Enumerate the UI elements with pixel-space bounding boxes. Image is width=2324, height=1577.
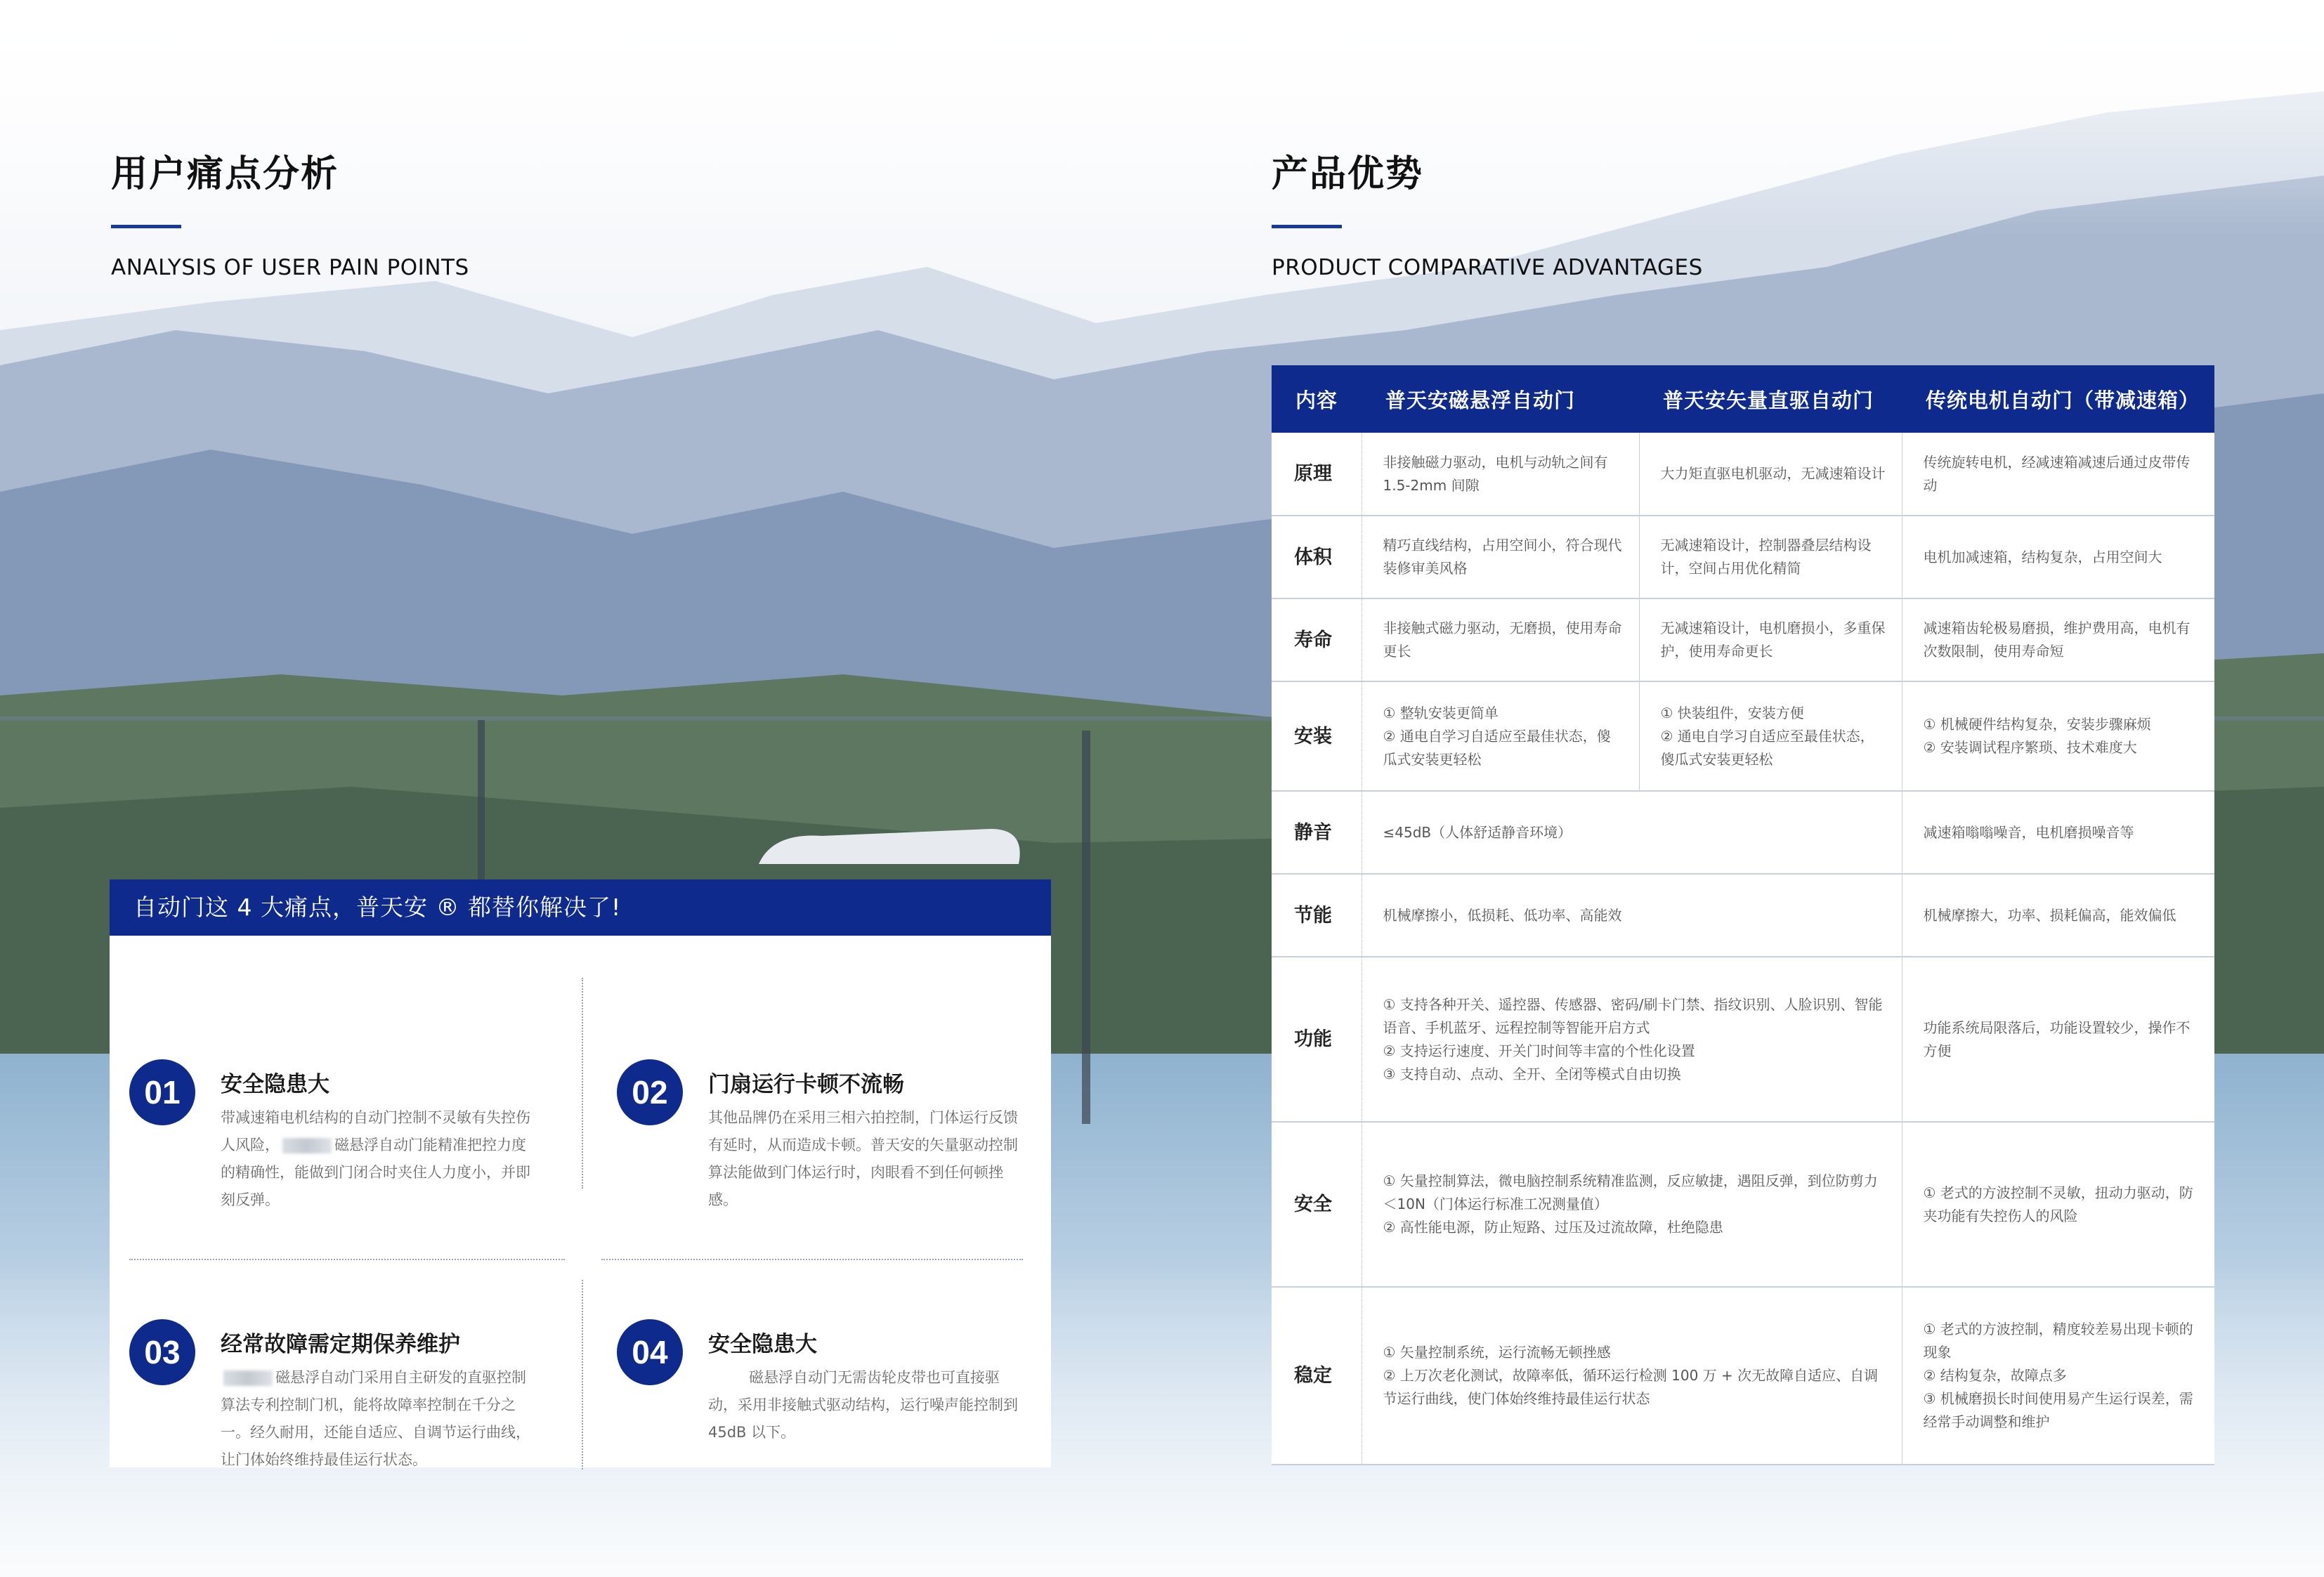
table-row-installation (1272, 681, 2214, 791)
table-cell: 减速箱齿轮极易磨损，维护费用高，电机有次数限制，使用寿命短 (1902, 598, 2214, 681)
description-text: 其他品牌仍在采用三相六拍控制，门体运行反馈有延时，从而造成卡顿。普天安的矢量驱动控制算法能做到门体运行时，肉眼看不到任何顿挫感。 (708, 1109, 1018, 1208)
table-cell: 功能系统局限落后，功能设置较少，操作不方便 (1902, 957, 2214, 1122)
table-cell: ① 快装组件，安装方便 ② 通电自学习自适应至最佳状态，傻瓜式安装更轻松 (1639, 681, 1902, 791)
description-text: 磁悬浮自动门能精准把控力度的精确性，能做到门闭合时夹住人力度小，并即刻反弹。 (221, 1137, 530, 1208)
column-header: 普天安矢量直驱自动门 (1639, 365, 1902, 433)
table-row-energy (1272, 874, 2214, 957)
row-label: 寿命 (1272, 598, 1362, 681)
advantages-title: 产品优势 (1272, 153, 1424, 195)
table-cell: 大力矩直驱电机驱动，无减速箱设计 (1639, 433, 1902, 516)
column-header: 普天安磁悬浮自动门 (1362, 365, 1639, 433)
table-cell: 精巧直线结构，占用空间小，符合现代装修审美风格 (1362, 516, 1639, 598)
row-label: 安全 (1272, 1122, 1362, 1287)
table-row-principle (1272, 433, 2214, 516)
table-cell: 电机加减速箱，结构复杂，占用空间大 (1902, 516, 2214, 598)
table-cell: ① 老式的方波控制，精度较差易出现卡顿的现象 ② 结构复杂，故障点多 ③ 机械磨损长时间使用易产生运行误差，需经常手动调整和维护 (1902, 1287, 2214, 1465)
description-text: 带减速箱电机结构的自动门控制不灵敏有失控伤人风险， (221, 1109, 530, 1153)
redacted-brand-logo (282, 1138, 332, 1153)
table-cell: ① 老式的方波控制不灵敏，扭动力驱动，防夹功能有失控伤人的风险 (1902, 1122, 2214, 1287)
comparison-table (1272, 365, 2214, 1465)
pain-point-description (221, 1364, 537, 1474)
table-cell: ① 整轨安装更简单 ② 通电自学习自适应至最佳状态，傻瓜式安装更轻松 (1362, 681, 1639, 791)
row-label: 稳定 (1272, 1287, 1362, 1465)
pain-point-description (708, 1104, 1024, 1214)
number-badge: 01 (129, 1059, 195, 1125)
row-label: 原理 (1272, 433, 1362, 516)
redacted-brand-logo (711, 1370, 746, 1386)
description-text: 磁悬浮自动门无需齿轮皮带也可直接驱动，采用非接触式驱动结构，运行噪声能控制到 45dB 以下。 (708, 1369, 1018, 1441)
table-cell: ① 机械硬件结构复杂，安装步骤麻烦 ② 安装调试程序繁琐、技术难度大 (1902, 681, 2214, 791)
row-label: 功能 (1272, 957, 1362, 1122)
number-badge: 03 (129, 1319, 195, 1385)
column-header: 内容 (1272, 365, 1362, 433)
pain-points-panel (110, 879, 1051, 1467)
table-row-function (1272, 957, 2214, 1122)
table-cell: 无减速箱设计，电机磨损小，多重保护，使用寿命更长 (1639, 598, 1902, 681)
vertical-divider (582, 1280, 583, 1470)
number-badge: 04 (617, 1319, 683, 1385)
pain-point-description (221, 1104, 537, 1214)
title-underline (111, 225, 181, 228)
column-header: 传统电机自动门（带减速箱） (1902, 365, 2214, 433)
pain-points-title: 用户痛点分析 (111, 153, 339, 195)
table-cell: 机械摩擦小，低损耗、低功率、高能效 (1362, 874, 1902, 957)
table-row-safety (1272, 1122, 2214, 1287)
table-cell: ≤45dB（人体舒适静音环境） (1362, 791, 1902, 874)
description-text: 磁悬浮自动门采用自主研发的直驱控制算法专利控制门机，能将故障率控制在千分之一。经久耐用，还能自适应、自调节运行曲线，让门体始终维持最佳运行状态。 (221, 1369, 530, 1468)
advantages-subtitle: PRODUCT COMPARATIVE ADVANTAGES (1272, 255, 1703, 280)
pain-point-title: 安全隐患大 (221, 1072, 329, 1097)
row-label: 静音 (1272, 791, 1362, 874)
table-row-silence (1272, 791, 2214, 874)
pain-point-title: 安全隐患大 (708, 1332, 817, 1357)
row-label: 节能 (1272, 874, 1362, 957)
advantages-heading (1272, 153, 1703, 282)
table-cell: 非接触磁力驱动，电机与动轨之间有 1.5-2mm 间隙 (1362, 433, 1639, 516)
table-cell: 无减速箱设计，控制器叠层结构设计，空间占用优化精简 (1639, 516, 1902, 598)
row-label: 安装 (1272, 681, 1362, 791)
table-cell: 传统旋转电机，经减速箱减速后通过皮带传动 (1902, 433, 2214, 516)
title-underline (1272, 225, 1342, 228)
row-label: 体积 (1272, 516, 1362, 598)
redacted-brand-logo (223, 1370, 273, 1386)
pain-point-description (708, 1364, 1024, 1446)
pain-panel-header: 自动门这 4 大痛点，普天安 ® 都替你解决了! (110, 879, 1051, 936)
horizontal-divider (129, 1259, 565, 1260)
table-row-lifespan (1272, 598, 2214, 681)
number-badge: 02 (617, 1059, 683, 1125)
table-cell: 非接触式磁力驱动，无磨损，使用寿命更长 (1362, 598, 1639, 681)
table-header-row (1272, 365, 2214, 433)
horizontal-divider (601, 1259, 1023, 1260)
pain-points-heading (111, 153, 469, 282)
pain-points-subtitle: ANALYSIS OF USER PAIN POINTS (111, 255, 469, 280)
table-cell: ① 矢量控制算法，微电脑控制系统精准监测，反应敏捷，遇阻反弹，到位防剪力＜10N（门体运行标准工况测量值） ② 高性能电源，防止短路、过压及过流故障，杜绝隐患 (1362, 1122, 1902, 1287)
table-cell: 机械摩擦大，功率、损耗偏高，能效偏低 (1902, 874, 2214, 957)
table-cell: ① 矢量控制系统，运行流畅无顿挫感 ② 上万次老化测试，故障率低，循环运行检测 100 万 + 次无故障自适应、自调节运行曲线，使门体始终维持最佳运行状态 (1362, 1287, 1902, 1465)
pain-point-title: 门扇运行卡顿不流畅 (708, 1072, 904, 1097)
vertical-divider (582, 978, 583, 1189)
table-cell: 减速箱嗡嗡噪音，电机磨损噪音等 (1902, 791, 2214, 874)
table-row-volume (1272, 516, 2214, 598)
table-cell: ① 支持各种开关、遥控器、传感器、密码/刷卡门禁、指纹识别、人脸识别、智能语音、手机蓝牙、远程控制等智能开启方式 ② 支持运行速度、开关门时间等丰富的个性化设置 ③ 支持自动、点动、全开、全闭等模式自由切换 (1362, 957, 1902, 1122)
pain-points-grid (110, 936, 1051, 1467)
pain-point-title: 经常故障需定期保养维护 (221, 1332, 460, 1357)
table-row-stability (1272, 1287, 2214, 1465)
